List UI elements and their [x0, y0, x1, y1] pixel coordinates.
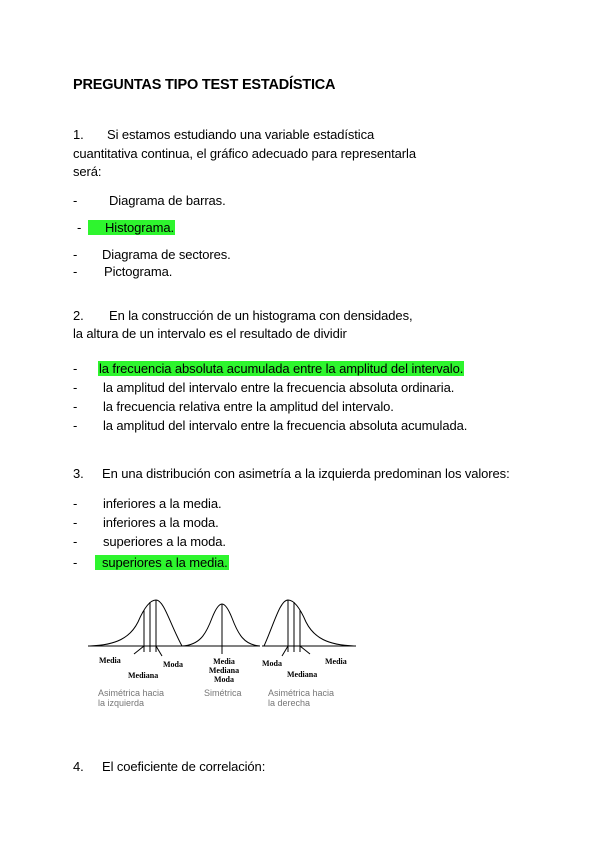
option-dash: - — [73, 264, 78, 279]
distribution-curves — [88, 596, 360, 666]
option-dash: - — [73, 399, 78, 414]
caption-line: Asimétrica hacia — [268, 688, 335, 698]
option-text-correct: la frecuencia absoluta acumulada entre la amplitud del intervalo. — [99, 361, 464, 376]
question-text: En una distribución con asimetría a la izquierda predominan los valores: — [102, 466, 510, 481]
question-text: En la construcción de un histograma con densidades, — [109, 308, 413, 323]
caption-left — [98, 688, 164, 708]
label-moda-right: Moda — [262, 659, 282, 668]
question-number: 4. — [73, 759, 84, 774]
question-text: cuantitativa continua, el gráfico adecuado para representarla — [73, 146, 416, 161]
caption-middle: Simétrica — [204, 688, 242, 698]
question-text: la altura de un intervalo es el resultado de dividir — [73, 326, 347, 341]
option-text: la amplitud del intervalo entre la frecuencia absoluta acumulada. — [103, 418, 468, 433]
option-dash: - — [73, 534, 78, 549]
option-dash: - — [73, 555, 78, 570]
option-text: Pictograma. — [104, 264, 173, 279]
question-number: 3. — [73, 466, 84, 481]
question-text: El coeficiente de correlación: — [102, 759, 266, 774]
option-text-correct: Histograma. — [88, 220, 175, 235]
question-text: será: — [73, 164, 102, 179]
option-text: Diagrama de barras. — [109, 193, 226, 208]
option-text: inferiores a la moda. — [103, 515, 219, 530]
question-number: 1. — [73, 127, 84, 142]
option-dash: - — [73, 193, 78, 208]
caption-right — [268, 688, 334, 708]
question-text: Si estamos estudiando una variable estadística — [107, 127, 375, 142]
option-text-correct: superiores a la media. — [95, 555, 229, 570]
option-dash: - — [73, 361, 78, 376]
label-moda-left: Moda — [163, 660, 183, 669]
option-text: superiores a la moda. — [103, 534, 226, 549]
option-dash: - — [77, 220, 82, 235]
caption-line: la derecha — [268, 698, 311, 708]
label-media-left: Media — [99, 656, 121, 665]
option-dash: - — [73, 380, 78, 395]
label-mediana-left: Mediana — [128, 671, 159, 680]
option-text: la frecuencia relativa entre la amplitud del intervalo. — [103, 399, 394, 414]
option-dash: - — [73, 515, 78, 530]
option-text: la amplitud del intervalo entre la frecuencia absoluta ordinaria. — [103, 380, 455, 395]
label-media-middle: Media — [213, 657, 235, 666]
page-title: PREGUNTAS TIPO TEST ESTADÍSTICA — [73, 77, 336, 93]
label-mediana-middle: Mediana — [208, 666, 240, 675]
caption-line: Asimétrica hacia — [98, 688, 165, 698]
option-text: inferiores a la media. — [103, 496, 222, 511]
label-moda-middle: Moda — [214, 675, 234, 684]
label-mediana-right: Mediana — [287, 670, 318, 679]
option-dash: - — [73, 496, 78, 511]
option-text: Diagrama de sectores. — [102, 247, 231, 262]
option-dash: - — [73, 418, 78, 433]
option-dash: - — [73, 247, 78, 262]
question-number: 2. — [73, 308, 84, 323]
label-media-right: Media — [325, 657, 347, 666]
caption-line: la izquierda — [98, 698, 145, 708]
